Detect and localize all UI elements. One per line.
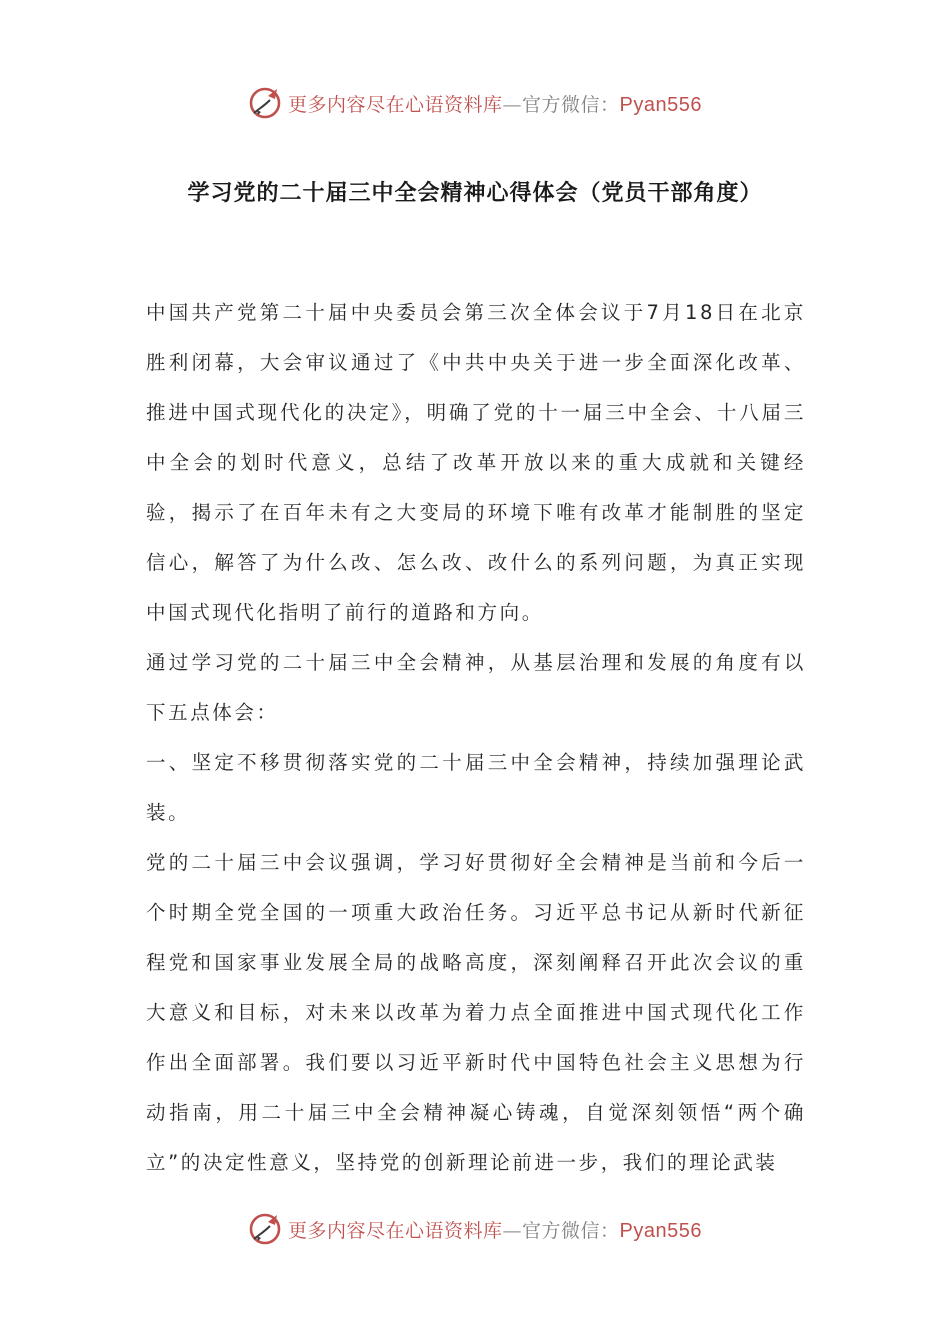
document-title: 学习党的二十届三中全会精神心得体会（党员干部角度）	[187, 181, 763, 206]
header-site-text: 更多内容尽在心语资料库	[288, 93, 503, 116]
paragraph-intro: 中国共产党第二十届中央委员会第三次全体会议于7月18日在北京胜利闭幕，大会审议通过了《中共中央关于进一步全面深化改革、推进中国式现代化的决定》，明确了党的十一届三中全会、十八届三中全会的划时代意义，总结了改革开放以来的重大成就和关键经验，揭示了在百年未有之大变局的环境下唯有改革才能制胜的坚定信心，解答了为什么改、怎么改、改什么的系列问题，为真正实现中国式现代化指明了前行的道路和方向。	[146, 301, 806, 624]
pen-logo-icon	[248, 1212, 282, 1246]
header-banner-content	[248, 86, 702, 120]
section-heading-one: 一、坚定不移贯彻落实党的二十届三中全会精神，持续加强理论武装。	[146, 751, 806, 824]
footer-site-text: 更多内容尽在心语资料库	[288, 1219, 503, 1242]
paragraph-section-one: 党的二十届三中会议强调，学习好贯彻好全会精神是当前和今后一个时期全党全国的一项重大政治任务。习近平总书记从新时代新征程党和国家事业发展全局的战略高度，深刻阐释召开此次会议的重大意义和目标，对未来以改革为着力点全面推进中国式现代化工作作出全面部署。我们要以习近平新时代中国特色社会主义思想为行动指南，用二十届三中全会精神凝心铸魂，自觉深刻领悟“两个确立”的决定性意义，坚持党的创新理论前进一步，我们的理论武装	[146, 851, 806, 1174]
footer-dash: —	[502, 1219, 523, 1242]
header-dash: —	[502, 93, 523, 116]
footer-official-text: 官方微信：	[522, 1219, 620, 1242]
header-banner	[0, 83, 950, 123]
footer-banner-text	[288, 1216, 702, 1243]
header-wechat-id: Pyan556	[619, 93, 702, 116]
pen-logo-icon	[248, 86, 282, 120]
footer-banner	[0, 1209, 950, 1249]
paragraph-summary: 通过学习党的二十届三中全会精神，从基层治理和发展的角度有以下五点体会：	[146, 651, 806, 724]
header-banner-text	[288, 90, 702, 117]
header-official-text: 官方微信：	[522, 93, 620, 116]
document-body	[146, 288, 806, 1188]
footer-wechat-id: Pyan556	[619, 1219, 702, 1242]
footer-banner-content	[248, 1212, 702, 1246]
